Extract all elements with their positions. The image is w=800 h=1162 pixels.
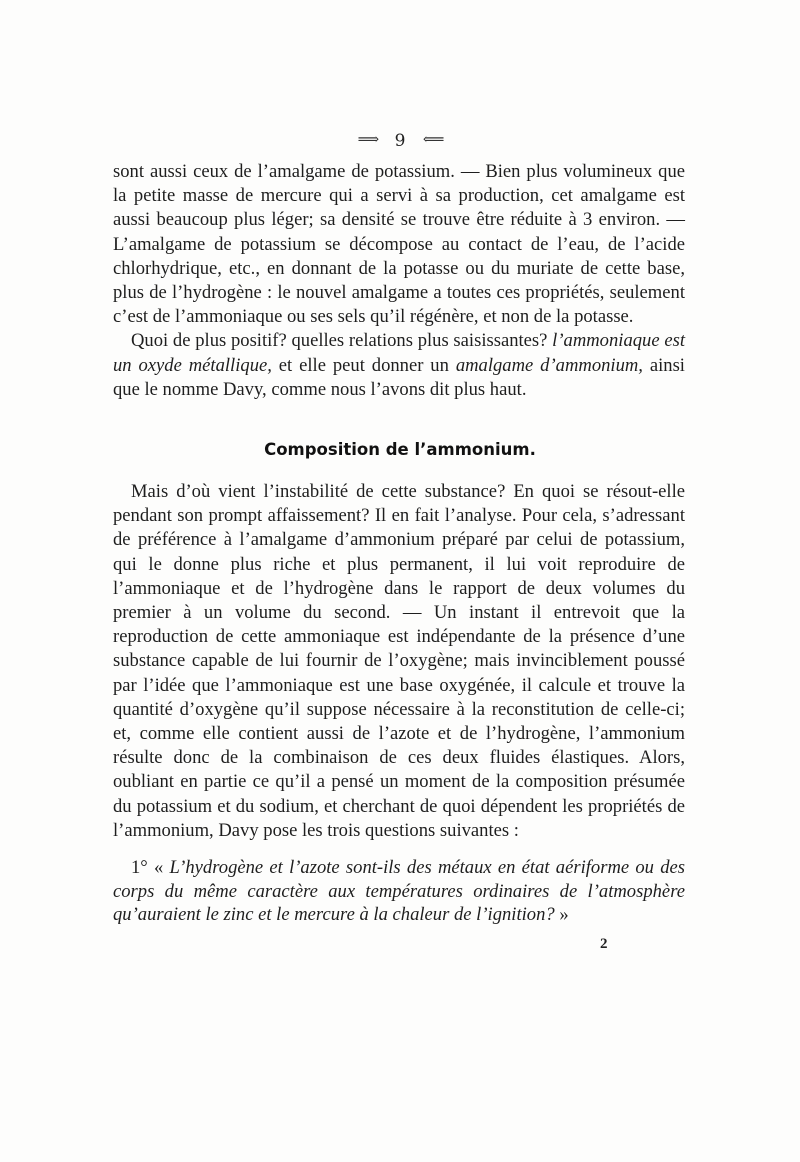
signature-mark: 2	[600, 936, 608, 952]
paragraph-ammoniac-amalgam	[113, 160, 685, 402]
text-run: et elle peut donner un	[271, 354, 456, 376]
question-text: L’hydrogène et l’azote sont-ils des métaux en état aériforme ou des corps du même caractère aux températures ordinaires de l’atmosphère qu’auraient le zinc et le mercure à la chaleur de l’ignition?	[113, 857, 685, 926]
page-number: 9	[394, 131, 406, 151]
paragraph-text: sont aussi ceux de l’amalgame de potassium. — Bien plus volumineux que la petite masse de mercure qui a servi à sa production, cet amalgame est aussi beaucoup plus léger; sa densité se trouve être réduite à 3 environ. — L’amalgame de potassium se décompose au contact de l’eau, de l’acide chlorhydrique, etc., en donnant de la potasse ou du muriate de cette base, plus de l’hydrogène : le nouvel amalgame a toutes ces propriétés, seulement c’est de l’ammoniaque ou ses sels qu’il régénère, et non de la potasse.	[113, 161, 685, 328]
page-folio	[0, 130, 800, 151]
question-prefix: 1° «	[131, 857, 170, 878]
paragraph-text: Mais d’où vient l’instabilité de cette substance? En quoi se résout-elle pendant son prompt affaissement? Il en fait l’analyse. Pour cela, s’adressant de préférence à l’amalgame d’ammonium préparé par celui de potassium, qui le donne plus riche et plus permanent, il lui voit reproduire de l’ammoniaque et de l’hydrogène dans le rapport de deux volumes du premier à un volume du second. — Un instant il entrevoit que la reproduction de cette ammoniaque est indépendante de la présence d’une substance capable de lui fournir de l’oxygène; mais invinciblement poussé par l’idée que l’ammoniaque est une base oxygénée, il calcule et trouve la quantité d’oxygène qu’il suppose nécessaire à la reconstitution de celle-ci; et, comme elle contient aussi de l’azote et de l’hydrogène, l’ammonium résulte donc de la combinaison de ces deux fluides élastiques. Alors, oubliant en partie ce qu’il a pensé un moment de la composition présumée du potassium et du sodium, et cherchant de quoi dépendent les propriétés de l’ammonium, Davy pose les trois questions suivantes :	[113, 481, 685, 841]
text-run: Quoi de plus positif? quelles relations plus saisissantes?	[131, 330, 553, 352]
italic-text: l’ammoniaque est un oxyde métallique,	[113, 330, 685, 376]
question-suffix: »	[554, 904, 569, 926]
italic-text: amalgame d’ammonium,	[455, 354, 643, 376]
section-heading: Composition de l’ammonium.	[264, 440, 536, 459]
paragraph-composition	[113, 480, 685, 843]
text-run: ainsi que le nomme Davy, comme nous l’avons dit plus haut.	[113, 354, 685, 400]
paragraph-text	[113, 329, 685, 402]
right-ornament-icon: ⟸	[422, 130, 443, 148]
left-ornament-icon: ⟹	[357, 130, 378, 148]
question-one	[113, 856, 685, 927]
